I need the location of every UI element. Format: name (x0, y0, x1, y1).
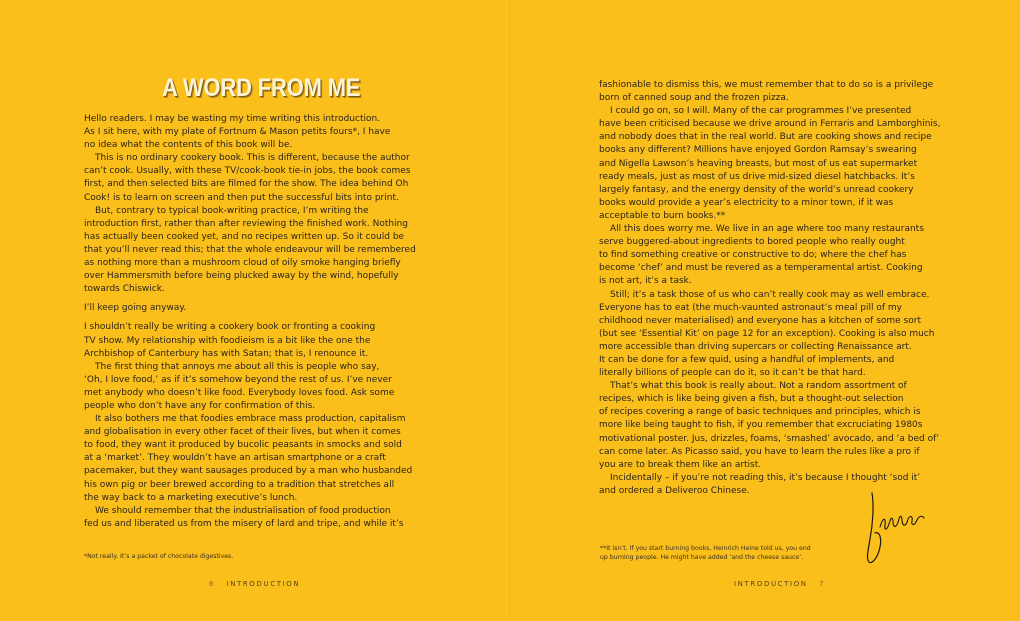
text-line: That’s what this book is really about. Not a random assortment of (610, 381, 907, 392)
text-line: and globalisation in every other facet of their lives, but when it comes (84, 427, 401, 438)
text-line: As I sit here, with my plate of Fortnum & Mason petits fours*, I have (84, 127, 391, 138)
left-page-number: 6 (209, 580, 216, 588)
text-line: his own pig or beer brewed according to a tradition that stretches all (84, 479, 395, 490)
text-line: the way back to a marketing executive’s lunch. (84, 492, 298, 503)
right-running-head: INTRODUCTION (734, 580, 808, 588)
text-line: literally billions of people can do it, so it can’t be that hard. (599, 368, 866, 379)
right-body-text (599, 79, 939, 498)
text-line: This is no ordinary cookery book. This is different, because the author (95, 153, 410, 164)
text-line: that you’ll never read this; that the whole endeavour will be remembered (84, 244, 416, 255)
body-paragraph (84, 152, 414, 204)
text-line: fed us and liberated us from the misery of lard and tripe, and while it’s (84, 518, 404, 529)
text-line: serve buggered-about ingredients to bored people who really ought (599, 237, 905, 248)
text-line: (but see ‘Essential Kit’ on page 12 for an exception). Cooking is also much (599, 328, 935, 339)
text-line: I shouldn’t really be writing a cookery book or fronting a cooking (84, 322, 376, 333)
text-line: more like being taught to fish, if you remember that excruciating 1980s (599, 420, 923, 431)
text-line: acceptable to burn books.** (599, 210, 726, 221)
text-line: have been criticised because we drive around in Ferraris and Lamborghinis, (599, 119, 941, 130)
body-paragraph (84, 113, 414, 152)
text-line: over Hammersmith before being plucked away by the wind, hopefully (84, 271, 399, 282)
left-body-text (84, 113, 414, 531)
text-line: But, contrary to typical book-writing practice, I’m writing the (95, 205, 369, 216)
text-line: fashionable to dismiss this, we must remember that to do so is a privilege (599, 80, 934, 90)
text-line: as nothing more than a mushroom cloud of oily smoke hanging briefly (84, 258, 401, 269)
text-line: pacemaker, but they want sausages produced by a man who husbanded (84, 466, 413, 477)
left-footnote: *Not really. It’s a packet of chocolate digestives. (84, 553, 234, 560)
body-paragraph (84, 205, 414, 297)
body-paragraph (84, 302, 414, 315)
text-line: motivational poster. Jus, drizzles, foams, ‘smashed’ avocado, and ‘a bed of’ (599, 433, 940, 444)
text-line: Hello readers. I may be wasting my time writing this introduction. (84, 114, 381, 124)
text-line: people who don’t have any for confirmation of this. (84, 400, 316, 411)
right-footnote (600, 544, 811, 562)
text-line: no idea what the contents of this book will be. (84, 140, 293, 151)
page-heading: A WORD FROM ME (162, 74, 361, 102)
text-line: It can be done for a few quid, using a handful of implements, and (599, 354, 895, 365)
text-line: and nobody does that in the real world. But are cooking shows and recipe (599, 132, 932, 143)
text-line: become ‘chef’ and must be revered as a temperamental artist. Cooking (599, 263, 923, 274)
text-line: books would provide a year’s electricity to a minor town, if it was (599, 197, 894, 208)
text-line: Everyone has to eat (the much-vaunted astronaut’s meal pill of my (599, 302, 902, 313)
text-line: more accessible than driving supercars or collecting Renaissance art. (599, 341, 912, 352)
text-line: All this does worry me. We live in an age where too many restaurants (610, 224, 924, 235)
text-line: first, and then selected bits are filmed for the show. The idea behind Oh (84, 179, 409, 190)
right-footnote-line: up burning people. He might have added ‘and the cheese sauce’. (600, 554, 804, 561)
text-line: to food, they want it produced by bucolic peasants in smocks and sold (84, 440, 402, 451)
text-line: ‘Oh, I love food,’ as if it’s somehow beyond the rest of us. I’ve never (84, 374, 392, 385)
body-paragraph (599, 289, 939, 381)
text-line: ready meals, just as most of us drive mid-sized diesel hatchbacks. It’s (599, 171, 915, 182)
body-paragraph (599, 380, 939, 472)
left-folio (209, 580, 300, 588)
body-paragraph (84, 505, 414, 531)
text-line: can come later. As Picasso said, you have to learn the rules like a pro if (599, 446, 920, 457)
text-line: introduction first, rather than after reviewing the finished work. Nothing (84, 218, 408, 229)
text-line: I could go on, so I will. Many of the car programmes I’ve presented (610, 106, 912, 117)
body-paragraph (84, 321, 414, 360)
text-line: books any different? Millions have enjoyed Gordon Ramsay’s swearing (599, 145, 917, 156)
text-line: at a ‘market’. They wouldn’t have an artisan smartphone or a craft (84, 453, 386, 464)
right-footnote-line: **It isn’t. If you start burning books, Heinrich Heine told us, you end (600, 545, 811, 552)
text-line: you are to break them like an artist. (599, 459, 762, 470)
signature-image (858, 487, 934, 567)
right-page-number: 7 (819, 580, 826, 588)
text-line: TV show. My relationship with foodieism is a bit like the one the (84, 335, 371, 346)
body-paragraph (599, 79, 939, 105)
text-line: Archbishop of Canterbury has with Satan; that is, I renounce it. (84, 348, 369, 359)
text-line: of recipes covering a range of basic techniques and principles, which is (599, 407, 921, 418)
right-folio (734, 580, 825, 588)
left-running-head: INTRODUCTION (226, 580, 301, 588)
text-line: has actually been cooked yet, and no recipes written up. So it could be (84, 231, 405, 242)
text-line: and ordered a Deliveroo Chinese. (599, 485, 750, 496)
text-line: The first thing that annoys me about all this is people who say, (95, 361, 380, 372)
text-line: towards Chiswick. (84, 284, 165, 295)
text-line: It also bothers me that foodies embrace mass production, capitalism (95, 414, 406, 425)
text-line: to find something creative or constructive to do; where the chef has (599, 250, 907, 261)
text-line: recipes, which is like being given a fish, but a thought-out selection (599, 394, 904, 405)
text-line: largely fantasy, and the energy density of the world’s unread cookery (599, 184, 914, 195)
text-line: childhood never materialised) and everyone has a kitchen of some sort (599, 315, 921, 326)
body-paragraph (599, 105, 939, 223)
body-paragraph (84, 361, 414, 413)
body-paragraph (599, 223, 939, 288)
body-paragraph (84, 413, 414, 505)
text-line: We should remember that the industrialisation of food production (95, 505, 391, 516)
text-line: Incidentally – if you’re not reading this, it’s because I thought ‘sod it’ (610, 472, 921, 483)
text-line: and Nigella Lawson’s heaving breasts, but most of us eat supermarket (599, 158, 918, 169)
text-line: I’ll keep going anyway. (84, 303, 187, 314)
text-line: can’t cook. Usually, with these TV/cook-book tie-in jobs, the book comes (84, 166, 411, 177)
text-line: Cook! is to learn on screen and then put the successful bits into print. (84, 192, 399, 203)
text-line: born of canned soup and the frozen pizza. (599, 93, 789, 104)
text-line: Still; it’s a task those of us who can’t really cook may as well embrace. (610, 289, 930, 300)
text-line: met anybody who doesn’t like food. Everybody loves food. Ask some (84, 387, 395, 398)
text-line: is not art, it’s a task. (599, 276, 692, 287)
